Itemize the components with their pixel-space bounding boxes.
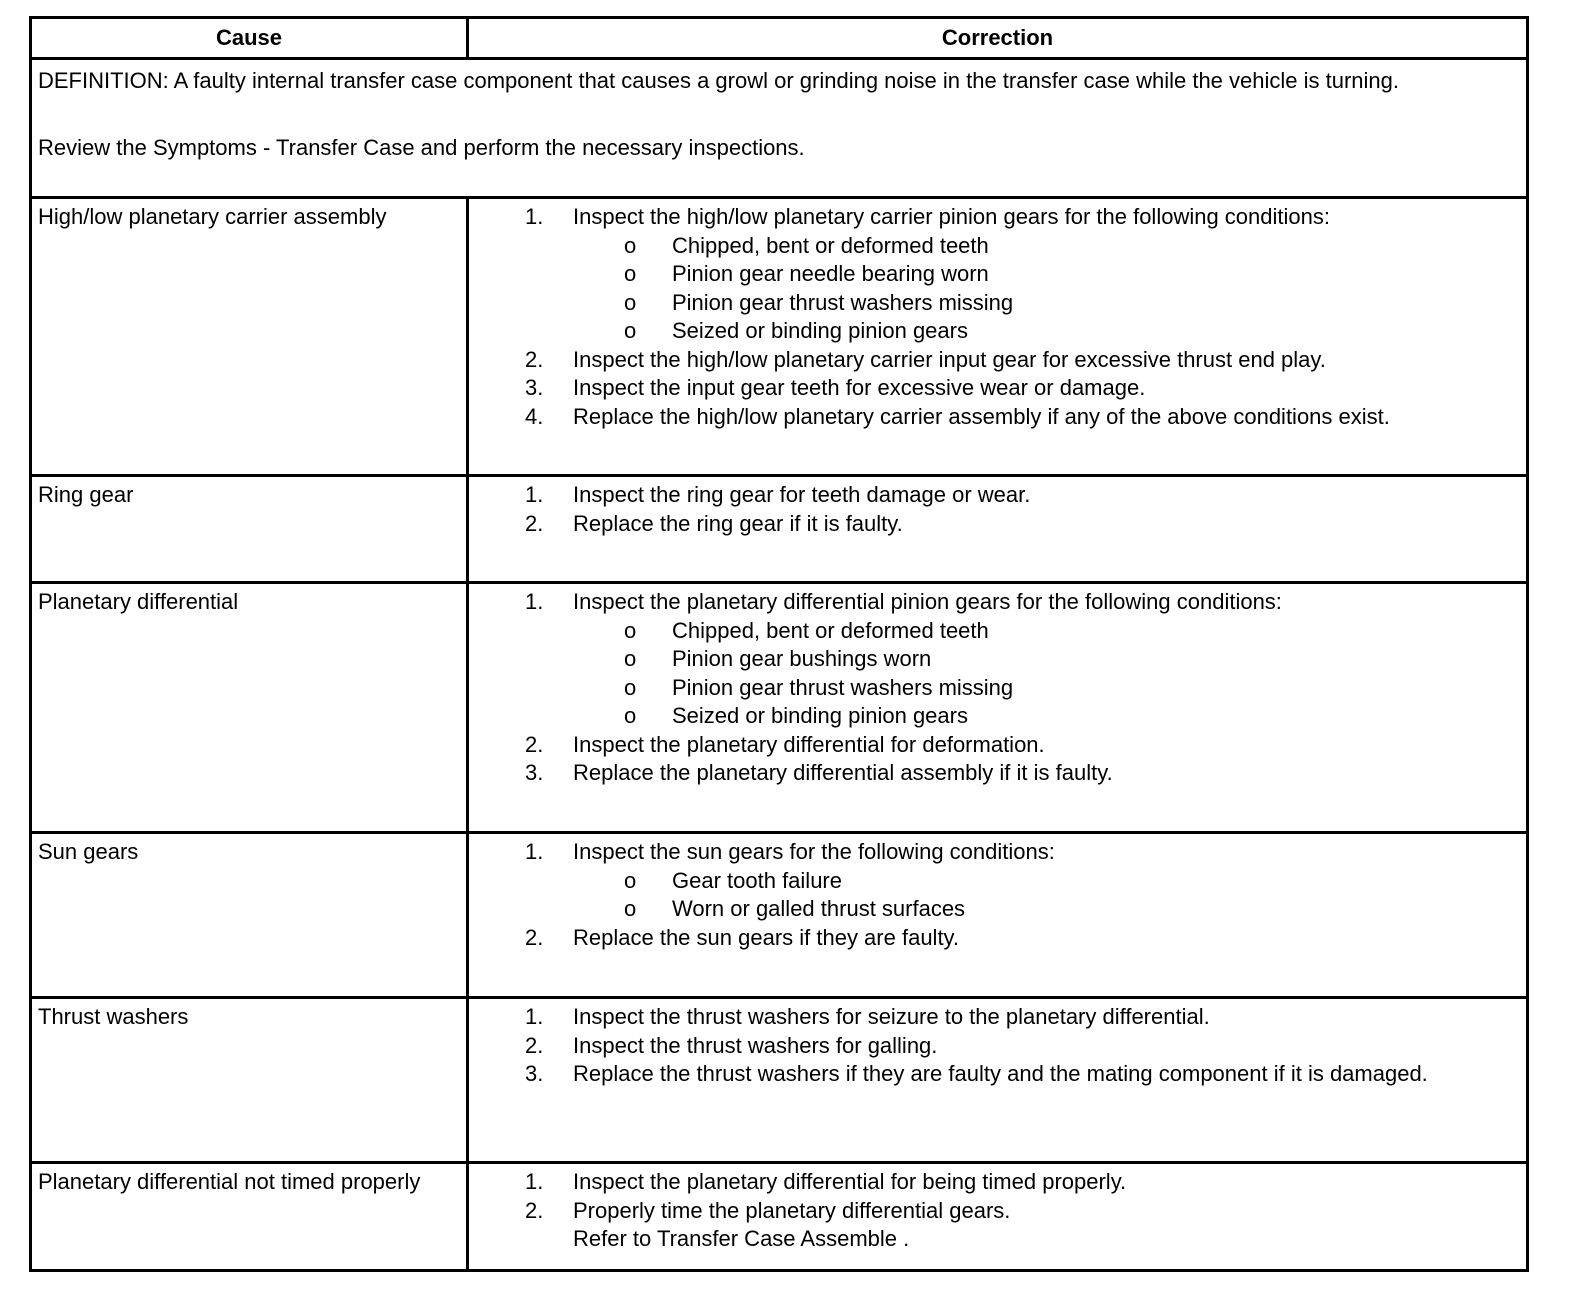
step-text: Inspect the planetary differential for deformation.	[573, 731, 1045, 757]
step-item	[469, 346, 1518, 375]
step-item	[469, 924, 1518, 953]
correction-steps	[469, 588, 1518, 788]
condition-item	[469, 617, 1518, 646]
correction-steps	[469, 1168, 1518, 1254]
correction-cell	[468, 198, 1528, 476]
bullet-icon: o	[624, 867, 637, 893]
condition-list	[573, 867, 1518, 924]
bullet-icon: o	[624, 617, 637, 643]
step-number: 2.	[525, 1032, 544, 1058]
step-number: 1.	[525, 589, 544, 614]
step-number: 2.	[525, 924, 544, 950]
table-row	[31, 1163, 1528, 1271]
header-row	[31, 18, 1528, 59]
bullet-icon: o	[624, 896, 637, 921]
cause-cell: Thrust washers	[31, 998, 468, 1163]
step-number: 2.	[525, 346, 544, 372]
table-row	[31, 476, 1528, 583]
correction-cell	[468, 476, 1528, 583]
step-text: Inspect the ring gear for teeth damage or wear.	[573, 482, 1031, 507]
condition-item	[469, 232, 1518, 261]
step-text: Replace the ring gear if it is faulty.	[573, 510, 903, 536]
condition-text: Pinion gear bushings worn	[672, 646, 932, 671]
condition-item	[469, 317, 1518, 346]
cause-cell: Ring gear	[31, 476, 468, 583]
condition-list	[573, 617, 1518, 731]
correction-cell	[468, 1163, 1528, 1271]
step-number: 1.	[525, 1169, 544, 1194]
step-text: Replace the planetary differential assembly if it is faulty.	[573, 760, 1113, 785]
table-row	[31, 833, 1528, 998]
table-row	[31, 198, 1528, 476]
condition-text: Pinion gear thrust washers missing	[672, 674, 1014, 700]
correction-cell	[468, 998, 1528, 1163]
step-text: Replace the sun gears if they are faulty.	[573, 924, 960, 950]
condition-list	[573, 232, 1518, 346]
step-text: Properly time the planetary differential gears.	[573, 1197, 1011, 1223]
step-item	[469, 838, 1518, 924]
step-text: Replace the thrust washers if they are faulty and the mating component if it is damaged.	[573, 1061, 1428, 1086]
cause-cell: Planetary differential not timed properly	[31, 1163, 468, 1271]
step-item	[469, 1003, 1518, 1032]
step-item	[469, 1032, 1518, 1061]
cause-cell: High/low planetary carrier assembly	[31, 198, 468, 476]
condition-item	[469, 260, 1518, 289]
step-item	[469, 759, 1518, 788]
cause-cell: Sun gears	[31, 833, 468, 998]
bullet-icon: o	[624, 261, 637, 286]
diagnostic-table	[29, 16, 1529, 1272]
step-item	[469, 588, 1518, 731]
condition-item	[469, 702, 1518, 731]
step-number: 1.	[525, 204, 544, 229]
correction-header: Correction	[468, 18, 1528, 59]
step-text: Inspect the thrust washers for galling.	[573, 1032, 938, 1058]
step-item	[469, 481, 1518, 510]
step-number: 1.	[525, 839, 544, 864]
condition-item	[469, 895, 1518, 924]
step-number: 1.	[525, 482, 544, 507]
step-text: Replace the high/low planetary carrier assembly if any of the above conditions exist.	[573, 403, 1390, 429]
bullet-icon: o	[624, 674, 637, 700]
condition-text: Worn or galled thrust surfaces	[672, 896, 966, 921]
correction-steps	[469, 203, 1518, 431]
condition-item	[469, 289, 1518, 318]
step-text: Inspect the high/low planetary carrier input gear for excessive thrust end play.	[573, 346, 1326, 372]
definition-cell	[31, 59, 1528, 198]
step-item	[469, 374, 1518, 403]
condition-text: Pinion gear needle bearing worn	[672, 261, 989, 286]
step-item	[469, 510, 1518, 539]
step-text: Inspect the high/low planetary carrier pinion gears for the following conditions:	[573, 204, 1330, 229]
review-text: Review the Symptoms - Transfer Case and perform the necessary inspections.	[38, 135, 805, 160]
correction-cell	[468, 583, 1528, 833]
bullet-icon: o	[624, 646, 637, 671]
step-number: 3.	[525, 760, 544, 785]
bullet-icon: o	[624, 232, 637, 258]
step-number: 4.	[525, 403, 544, 429]
correction-steps	[469, 838, 1518, 952]
step-text: Inspect the input gear teeth for excessive wear or damage.	[573, 375, 1146, 400]
step-text: Inspect the sun gears for the following conditions:	[573, 839, 1055, 864]
table-row	[31, 583, 1528, 833]
cause-cell: Planetary differential	[31, 583, 468, 833]
cause-header: Cause	[31, 18, 468, 59]
step-item	[469, 203, 1518, 346]
step-text: Inspect the planetary differential for being timed properly.	[573, 1169, 1127, 1194]
condition-text: Seized or binding pinion gears	[672, 703, 968, 728]
condition-text: Pinion gear thrust washers missing	[672, 289, 1014, 315]
step-number: 3.	[525, 375, 544, 400]
condition-item	[469, 645, 1518, 674]
step-text: Inspect the thrust washers for seizure to the planetary differential.	[573, 1004, 1210, 1029]
step-item	[469, 1197, 1518, 1254]
condition-item	[469, 674, 1518, 703]
step-number: 2.	[525, 510, 544, 536]
correction-steps	[469, 1003, 1518, 1089]
condition-text: Chipped, bent or deformed teeth	[672, 617, 989, 643]
table-row	[31, 998, 1528, 1163]
step-item	[469, 731, 1518, 760]
step-number: 2.	[525, 731, 544, 757]
step-item	[469, 403, 1518, 432]
condition-text: Chipped, bent or deformed teeth	[672, 232, 989, 258]
bullet-icon: o	[624, 318, 637, 343]
step-number: 3.	[525, 1061, 544, 1086]
definition-text: DEFINITION: A faulty internal transfer case component that causes a growl or grinding noise in the transfer case while the vehicle is turning.	[38, 68, 1400, 93]
step-item	[469, 1060, 1518, 1089]
bullet-icon: o	[624, 289, 637, 315]
correction-steps	[469, 481, 1518, 538]
step-item	[469, 1168, 1518, 1197]
correction-cell	[468, 833, 1528, 998]
definition-row	[31, 59, 1528, 198]
condition-text: Gear tooth failure	[672, 867, 842, 893]
condition-text: Seized or binding pinion gears	[672, 318, 968, 343]
step-text: Inspect the planetary differential pinion gears for the following conditions:	[573, 589, 1282, 614]
bullet-icon: o	[624, 703, 637, 728]
step-number: 1.	[525, 1004, 544, 1029]
reference-link-text: Refer to Transfer Case Assemble .	[573, 1226, 910, 1251]
condition-item	[469, 867, 1518, 896]
step-number: 2.	[525, 1197, 544, 1223]
